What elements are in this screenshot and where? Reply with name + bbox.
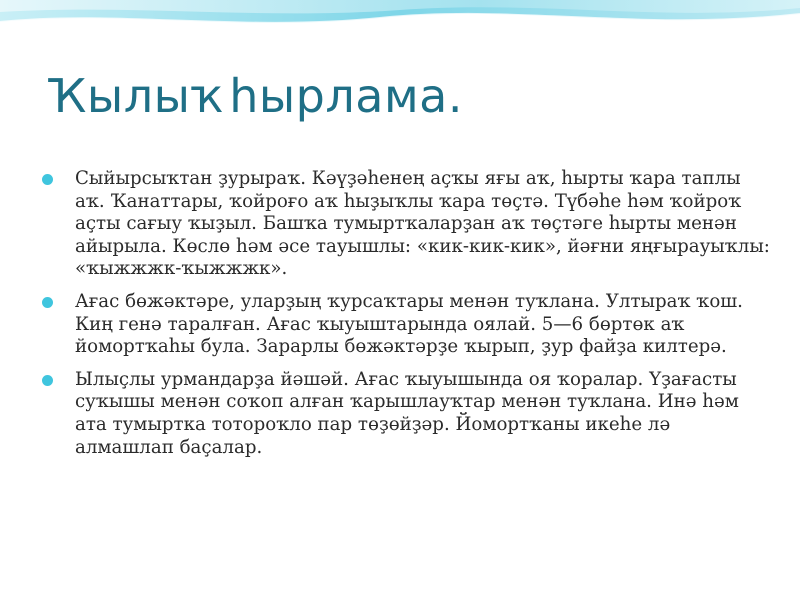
- bullet-item: [40, 168, 770, 281]
- bullet-dot-icon: [42, 375, 53, 386]
- slide-title: Ҡылыҡһырлама.: [47, 69, 463, 123]
- bullet-item: [40, 291, 770, 359]
- bullet-text: Ылыҫлы урмандарҙа йәшәй. Ағас ҡыуышында оя ҡоралар. Үҙағасты суҡышы менән соҡоп алған ҡарышлауҡтар менән туҡлана. Инә һәм ата тумыртка тотороҡло пар төҙөйҙәр. Йомортҡаны икеһе лә алмашлап баҫалар.: [75, 368, 739, 458]
- bullet-dot-icon: [42, 174, 53, 185]
- header-wave-decoration: [0, 0, 800, 40]
- bullet-text: Сыйырсыҡтан ҙурыраҡ. Кәүҙәһенең аҫҡы яғы аҡ, һырты ҡара таплы аҡ. Ҡанаттары, ҡойроғо аҡ һыҙыҡлы ҡара төҫтә. Түбәһе һәм ҡойроҡ аҫты сағыу ҡыҙыл. Башҡа тумыртҡаларҙан аҡ төҫтәге һырты менән айырыла. Көслө һәм әсе тауышлы: «кик-кик-кик», йәғни яңғырауыҡлы: «ҡыжжжк-ҡыжжжк».: [75, 168, 770, 280]
- bullet-text: Ағас бөжәктәре, уларҙың ҡурсаҡтары менән туҡлана. Ултыраҡ ҡош. Киң генә таралған. Ағас ҡыуыштарында оялай. 5—6 бөртөк аҡ йомортҡаһы була. Зарарлы бөжәктәрҙе ҡырып, ҙур файҙа килтерә.: [75, 290, 743, 358]
- bullet-item: [40, 369, 770, 459]
- bullet-list: [40, 168, 770, 469]
- bullet-dot-icon: [42, 297, 53, 308]
